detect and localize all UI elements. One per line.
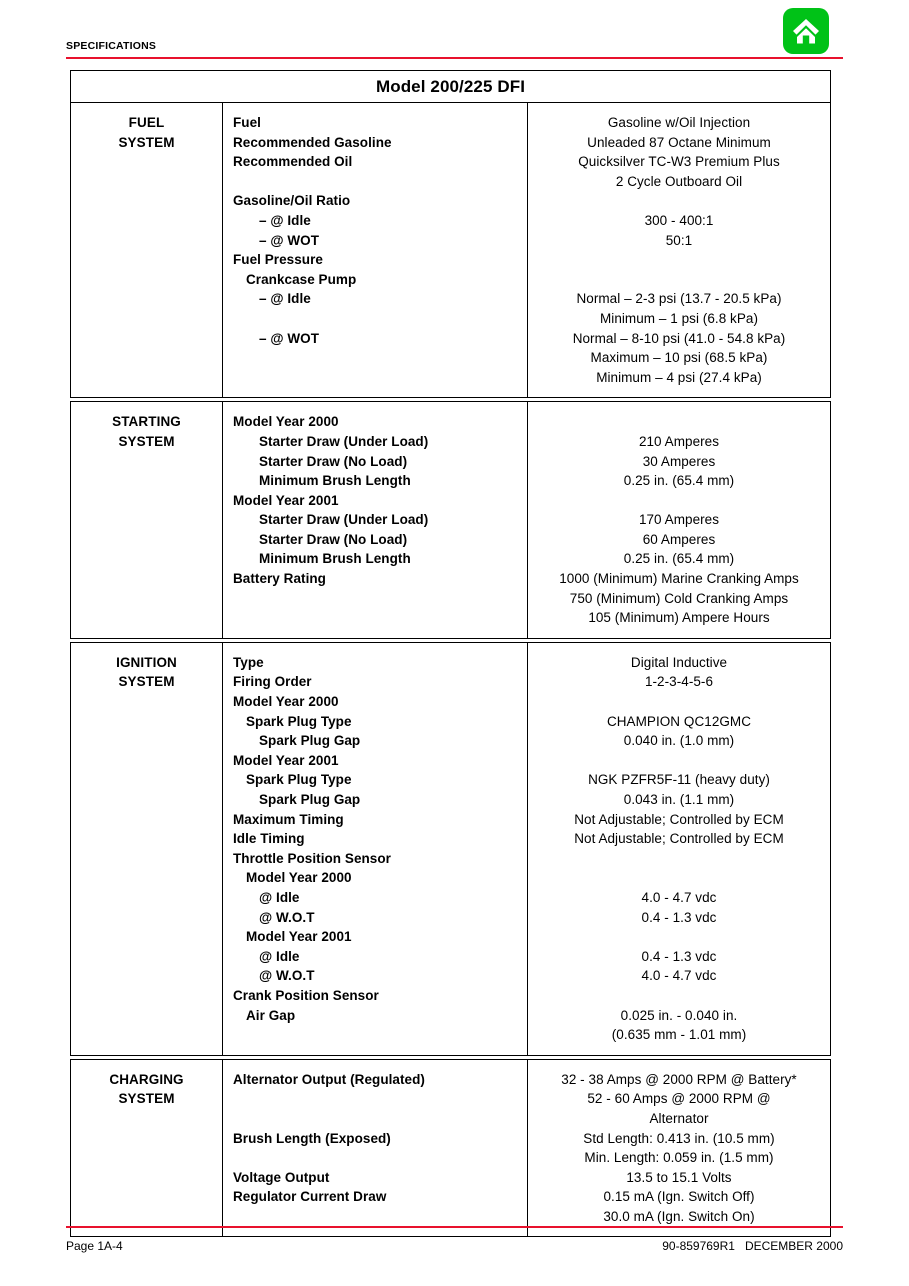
spec-row-value: 13.5 to 15.1 Volts <box>626 1169 732 1185</box>
spec-row-value: Min. Length: 0.059 in. (1.5 mm) <box>584 1150 774 1166</box>
section-system-name <box>71 103 223 397</box>
spec-row-label: Recommended Gasoline <box>233 134 392 150</box>
section-body <box>223 1060 830 1237</box>
spec-row-value: (0.635 mm - 1.01 mm) <box>611 1027 747 1043</box>
spec-row-value: 4.0 - 4.7 vdc <box>641 889 717 905</box>
spec-row-value: 2 Cycle Outboard Oil <box>615 173 743 189</box>
spec-row-label: Type <box>233 654 264 670</box>
spec-row-value: 170 Amperes <box>638 512 720 528</box>
spec-row-label: Crankcase Pump <box>246 271 357 287</box>
spec-row-value: Normal – 2-3 psi (13.7 - 20.5 kPa) <box>576 291 782 307</box>
spec-section <box>70 642 831 1056</box>
spec-row-label: – @ WOT <box>259 330 320 346</box>
spec-row-label: – @ Idle <box>259 212 311 228</box>
spec-section <box>70 103 831 398</box>
table-title-row <box>70 70 831 103</box>
specifications-table <box>70 70 831 1237</box>
spec-row-label: @ Idle <box>259 948 300 964</box>
section-system-line: SYSTEM <box>118 1091 175 1107</box>
spec-row-value: Digital Inductive <box>630 654 728 670</box>
spec-row-value: 60 Amperes <box>642 531 716 547</box>
spec-row-label: Brush Length (Exposed) <box>233 1130 391 1146</box>
section-label-column <box>223 1060 528 1237</box>
section-label-column <box>223 402 528 638</box>
spec-row-value: Maximum – 10 psi (68.5 kPa) <box>590 350 768 366</box>
spec-row-label: Crank Position Sensor <box>233 987 379 1003</box>
spec-row-value: Minimum – 1 psi (6.8 kPa) <box>599 310 759 326</box>
spec-row-label: – @ Idle <box>259 291 311 307</box>
spec-row-value: Std Length: 0.413 in. (10.5 mm) <box>583 1130 775 1146</box>
spec-row-value: 0.25 in. (65.4 mm) <box>623 551 735 567</box>
spec-row-label: – @ WOT <box>259 232 320 248</box>
spec-row-value: Gasoline w/Oil Injection <box>607 115 751 130</box>
spec-row-label: Alternator Output (Regulated) <box>233 1071 425 1087</box>
section-system-line: SYSTEM <box>118 134 175 150</box>
home-icon[interactable] <box>783 8 829 54</box>
spec-row-label: Fuel <box>233 115 261 130</box>
spec-row-value: 1-2-3-4-5-6 <box>644 674 714 690</box>
section-system-line: CHARGING <box>109 1071 184 1087</box>
spec-row-label: Minimum Brush Length <box>259 473 411 489</box>
section-system-line: SYSTEM <box>118 674 175 690</box>
spec-row-value: NGK PZFR5F-11 (heavy duty) <box>588 772 770 788</box>
spec-row-value: 0.4 - 1.3 vdc <box>641 948 717 964</box>
spec-row-value: 0.040 in. (1.0 mm) <box>623 733 735 749</box>
spec-row-label: Model Year 2000 <box>233 694 339 710</box>
section-system-name <box>71 402 223 638</box>
spec-row-label: Regulator Current Draw <box>233 1189 387 1205</box>
spec-row-label: Spark Plug Gap <box>259 733 361 749</box>
footer-page-number: Page 1A-4 <box>66 1239 123 1253</box>
spec-row-value: 0.4 - 1.3 vdc <box>641 909 717 925</box>
section-body <box>223 402 830 638</box>
spec-row-label: Starter Draw (Under Load) <box>259 433 429 449</box>
spec-row-label: Battery Rating <box>233 571 326 587</box>
section-system-line: FUEL <box>128 115 165 130</box>
table-title: Model 200/225 DFI <box>375 76 526 96</box>
section-label-column <box>223 103 528 397</box>
section-system-name <box>71 643 223 1055</box>
spec-row-label: Model Year 2001 <box>246 929 352 945</box>
spec-row-label: Model Year 2001 <box>233 492 339 508</box>
header-divider-rule <box>66 57 843 59</box>
spec-row-label: Model Year 2001 <box>233 752 339 768</box>
spec-row-value: Alternator <box>649 1110 709 1126</box>
spec-row-value: Minimum – 4 psi (27.4 kPa) <box>596 369 762 385</box>
spec-row-label: Voltage Output <box>233 1169 330 1185</box>
spec-row-value: 32 - 38 Amps @ 2000 RPM @ Battery* <box>561 1071 797 1087</box>
page-header-label: SPECIFICATIONS <box>66 40 157 52</box>
spec-row-value: 210 Amperes <box>638 433 720 449</box>
spec-row-value: 50:1 <box>665 232 693 248</box>
spec-row-value: Quicksilver TC-W3 Premium Plus <box>578 154 780 170</box>
page-footer <box>0 1226 909 1286</box>
footer-date: DECEMBER 2000 <box>744 1239 843 1253</box>
table-sections <box>70 103 831 1237</box>
spec-row-label: Maximum Timing <box>233 811 344 827</box>
spec-row-value: 1000 (Minimum) Marine Cranking Amps <box>559 571 799 587</box>
spec-row-value: 300 - 400:1 <box>644 212 714 228</box>
spec-row-label: Spark Plug Type <box>246 772 352 788</box>
section-value-column <box>528 402 830 638</box>
spec-row-value: 52 - 60 Amps @ 2000 RPM @ <box>587 1091 771 1107</box>
spec-row-value: Not Adjustable; Controlled by ECM <box>574 811 784 827</box>
section-value-column <box>528 643 830 1055</box>
spec-row-value: 30.0 mA (Ign. Switch On) <box>603 1208 755 1224</box>
section-system-line: IGNITION <box>116 654 177 670</box>
section-label-column <box>223 643 528 1055</box>
spec-row-label: @ W.O.T <box>259 968 315 984</box>
spec-row-label: Idle Timing <box>233 831 305 847</box>
spec-row-value: 0.15 mA (Ign. Switch Off) <box>603 1189 755 1205</box>
spec-row-value: CHAMPION QC12GMC <box>606 713 752 729</box>
spec-row-label: Firing Order <box>233 674 312 690</box>
spec-row-label: Spark Plug Type <box>246 713 352 729</box>
spec-section <box>70 401 831 639</box>
footer-document-number: 90-859769R1 <box>662 1239 735 1253</box>
section-body <box>223 643 830 1055</box>
spec-row-value: Not Adjustable; Controlled by ECM <box>574 831 784 847</box>
section-system-line: SYSTEM <box>118 433 175 449</box>
spec-row-value: Unleaded 87 Octane Minimum <box>587 134 771 150</box>
spec-row-label: Recommended Oil <box>233 154 353 170</box>
spec-section <box>70 1059 831 1238</box>
spec-row-label: Starter Draw (No Load) <box>259 531 408 547</box>
section-system-name <box>71 1060 223 1237</box>
spec-row-label: Throttle Position Sensor <box>233 850 391 866</box>
spec-row-value: 750 (Minimum) Cold Cranking Amps <box>569 590 789 606</box>
spec-row-value: Normal – 8-10 psi (41.0 - 54.8 kPa) <box>572 330 786 346</box>
spec-row-label: Minimum Brush Length <box>259 551 411 567</box>
spec-row-value: 105 (Minimum) Ampere Hours <box>588 610 770 626</box>
footer-divider-rule <box>66 1226 843 1228</box>
spec-row-label: Model Year 2000 <box>246 870 352 886</box>
spec-row-value: 0.043 in. (1.1 mm) <box>623 792 735 807</box>
section-value-column <box>528 1060 830 1237</box>
spec-row-label: @ W.O.T <box>259 909 315 925</box>
spec-row-value: 0.025 in. - 0.040 in. <box>620 1007 738 1023</box>
spec-row-label: Spark Plug Gap <box>259 792 361 807</box>
section-body <box>223 103 830 397</box>
spec-row-label: Fuel Pressure <box>233 252 323 268</box>
spec-row-label: @ Idle <box>259 889 300 905</box>
section-system-line: STARTING <box>112 414 181 430</box>
spec-row-value: 30 Amperes <box>642 453 716 469</box>
spec-row-label: Starter Draw (No Load) <box>259 453 408 469</box>
page-header <box>0 0 909 60</box>
spec-row-label: Starter Draw (Under Load) <box>259 512 429 528</box>
spec-row-value: 0.25 in. (65.4 mm) <box>623 473 735 489</box>
spec-row-value: 4.0 - 4.7 vdc <box>641 968 717 984</box>
footer-document-info <box>662 1239 843 1253</box>
spec-row-label: Gasoline/Oil Ratio <box>233 193 351 209</box>
spec-row-label: Model Year 2000 <box>233 414 339 430</box>
section-value-column <box>528 103 830 397</box>
spec-row-label: Air Gap <box>246 1007 296 1023</box>
